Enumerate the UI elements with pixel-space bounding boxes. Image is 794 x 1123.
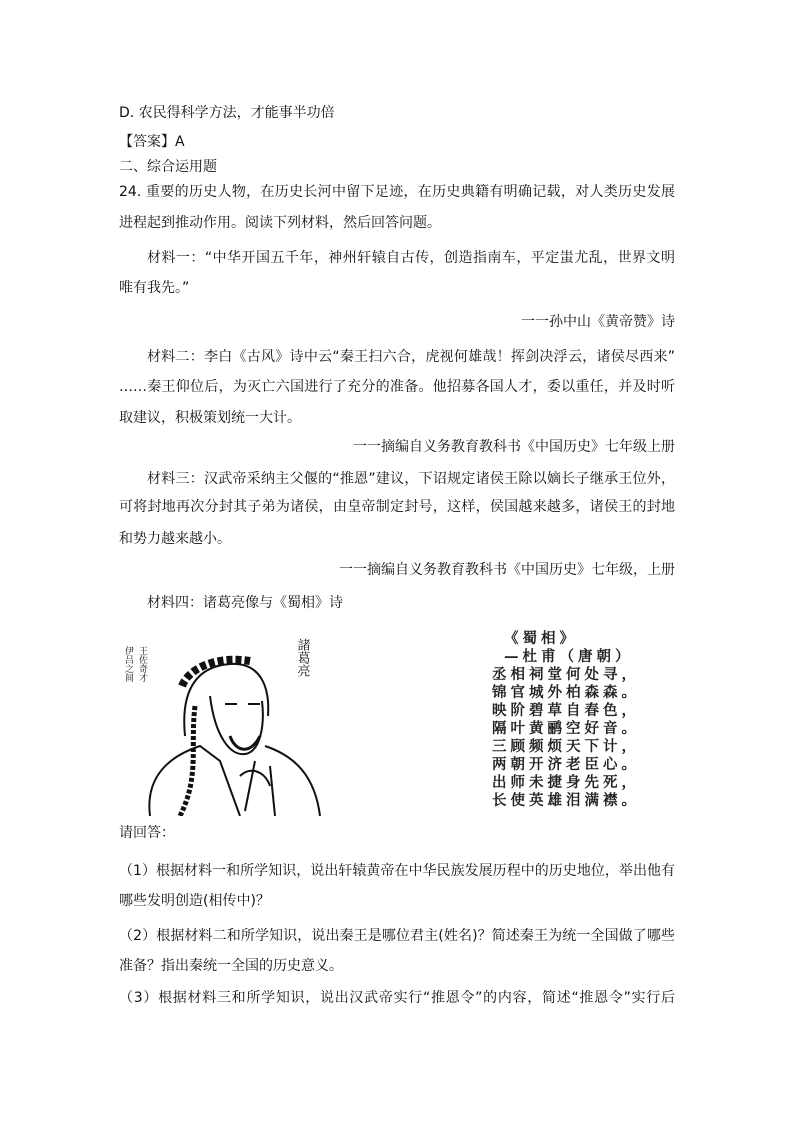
option-d: D. 农民得科学方法，才能事半功倍	[119, 105, 335, 121]
q1-line2: 哪些发明创造(相传中)？	[119, 893, 270, 909]
answer: 【答案】A	[119, 134, 185, 150]
poem-line: 两朝开济老臣心。	[492, 756, 640, 773]
poem-line: 三顾频烦天下计，	[492, 738, 640, 755]
poem-line: 丞相祠堂何处寻，	[492, 666, 640, 683]
material3-line2: 可将封地再次分封其子弟为诸侯，由皇帝制定封号，这样，侯国越来越多，诸侯王的封地	[119, 499, 675, 515]
material1-line2: 唯有我先。”	[119, 280, 190, 296]
material1-source: 一一孙中山《黄帝赞》诗	[521, 314, 675, 330]
poem-line: 出师未捷身先死，	[492, 774, 640, 791]
zhuge-liang-portrait	[120, 626, 380, 816]
poem-line: 锦官城外柏森森。	[492, 684, 640, 701]
question-stem-line1: 24. 重要的历史人物，在历史长河中留下足迹，在历史典籍有明确记载，对人类历史发展	[119, 184, 675, 200]
portrait-label: 諸葛亮	[294, 638, 310, 677]
q3-line1: （3）根据材料三和所学知识，说出汉武帝实行“推恩令”的内容，简述“推恩令”实行后	[119, 990, 675, 1006]
poem-line: 映阶碧草自春色，	[492, 702, 640, 719]
svg-text:王佐奇才: 王佐奇才	[137, 646, 147, 682]
zhuge-liang-figure	[120, 626, 640, 816]
svg-text:伊吕之间: 伊吕之间	[123, 646, 133, 682]
q2-line2: 准备？指出秦统一全国的历史意义。	[119, 958, 343, 974]
material2-line2: ……秦王仰位后，为灭亡六国进行了充分的准备。他招募各国人才，委以重任，并及时听	[119, 379, 675, 395]
material2-line1: 材料二：李白《古风》诗中云“秦王扫六合，虎视何雄哉！挥剑决浮云，诸侯尽西来”	[147, 349, 675, 365]
q2-line1: （2）根据材料二和所学知识，说出秦王是哪位君主(姓名)？简述秦王为统一全国做了哪些	[119, 928, 675, 944]
q1-line1: （1）根据材料一和所学知识，说出轩辕黄帝在中华民族发展历程中的历史地位，举出他有	[119, 863, 675, 879]
poem-line: 长使英雄泪满襟。	[492, 792, 640, 809]
question-stem-line2: 进程起到推动作用。阅读下列材料，然后回答问题。	[119, 215, 441, 231]
material3-line1: 材料三：汉武帝采纳主父偃的“推恩”建议，下诏规定诸侯王除以嫡长子继承王位外，	[147, 471, 675, 487]
material1-line1: 材料一：“中华开国五千年，神州轩辕自古传，创造指南车，平定蚩尤乱，世界文明	[147, 250, 675, 266]
material2-source: 一一摘编自义务教育教科书《中国历史》七年级上册	[353, 439, 675, 455]
poem-author: —杜甫（唐朝）	[504, 648, 634, 665]
material4-caption: 材料四：诸葛亮像与《蜀相》诗	[147, 595, 343, 611]
material3-line3: 和势力越来越小。	[119, 531, 231, 547]
material3-source: 一一摘编自义务教育教科书《中国历史》七年级，上册	[339, 562, 675, 578]
answer-prompt: 请回答：	[119, 825, 175, 841]
section-heading: 二、综合运用题	[119, 159, 217, 175]
shu-xiang-poem	[492, 630, 640, 810]
poem-line: 隔叶黄鹂空好音。	[492, 720, 640, 737]
material2-line3: 取建议，积极策划统一大计。	[119, 410, 301, 426]
poem-title: 《蜀相》	[504, 630, 578, 647]
